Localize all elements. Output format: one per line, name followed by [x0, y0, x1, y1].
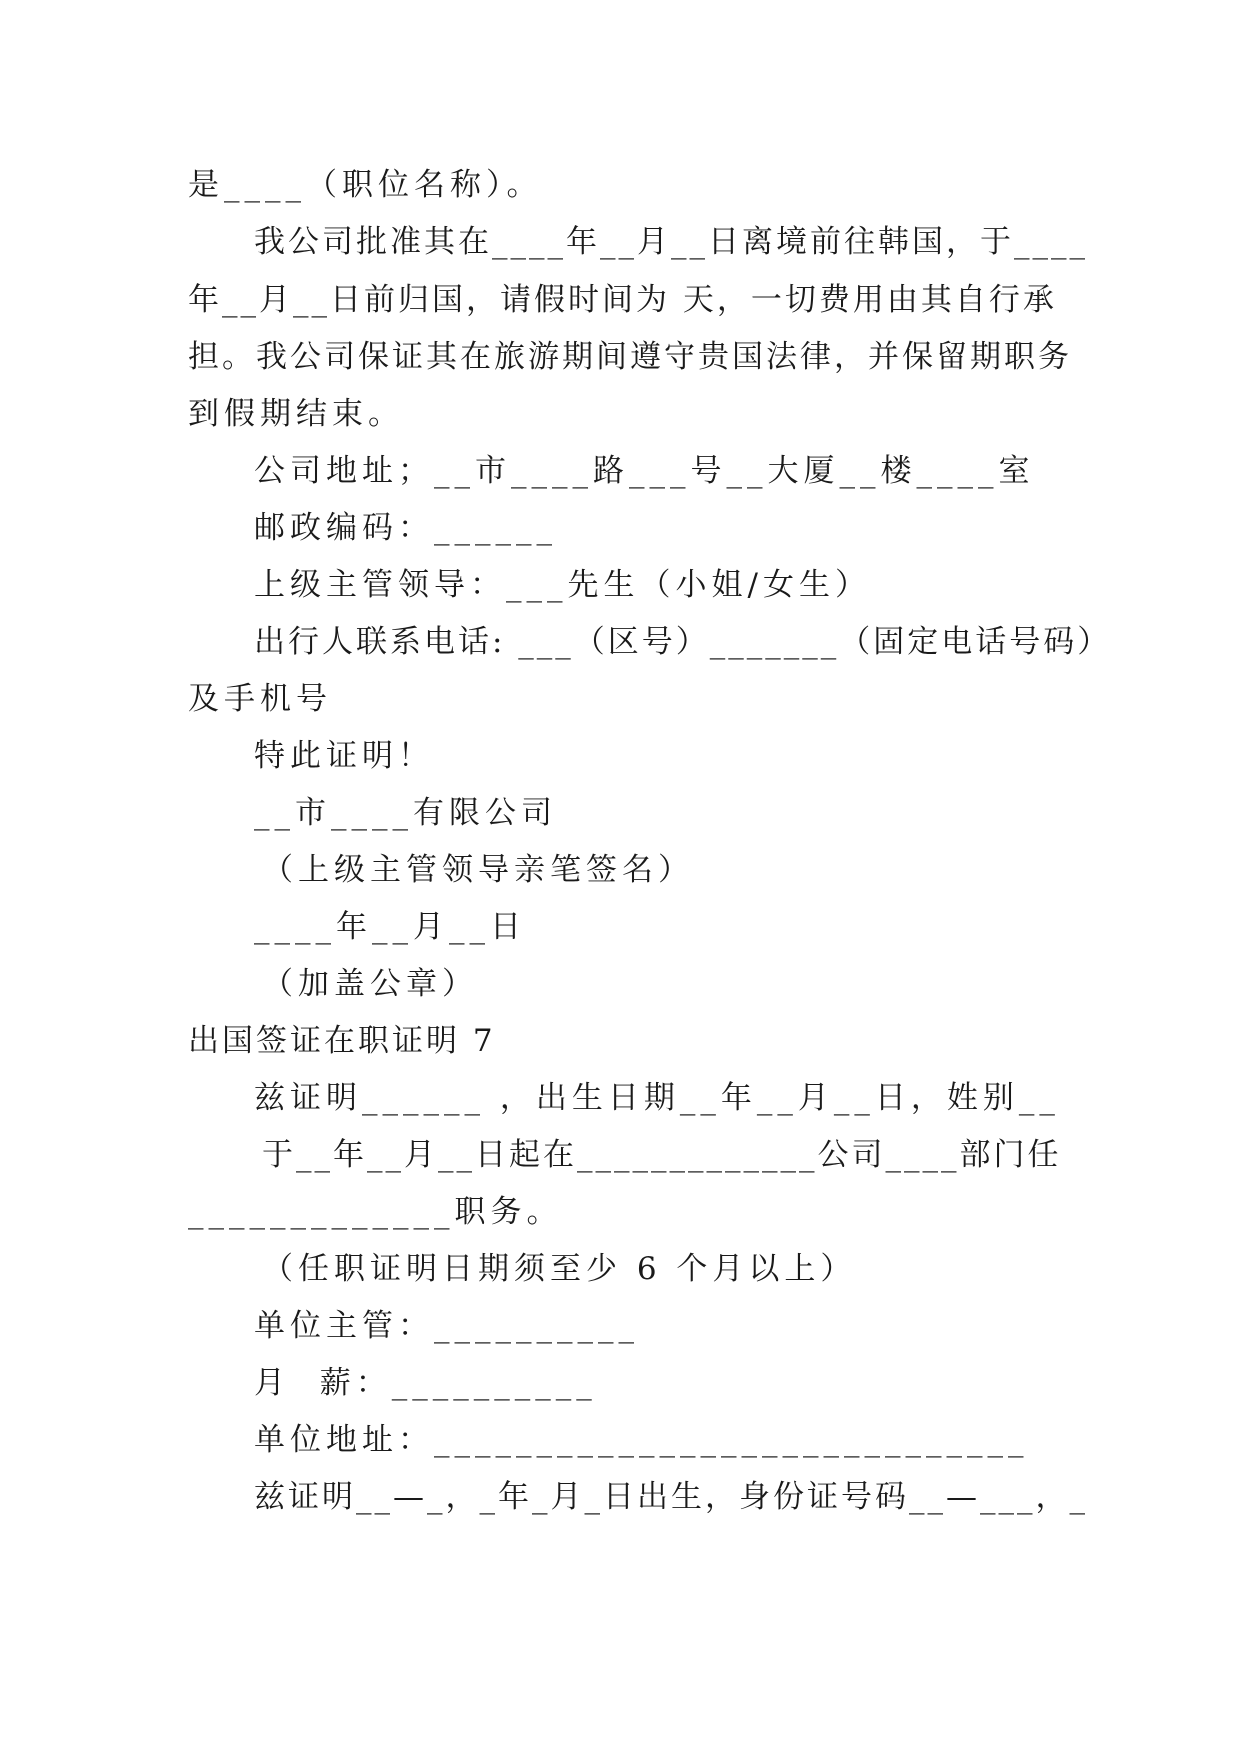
- text-line-contact-phone: 出行人联系电话: ___（区号）_______（固定电话号码）: [254, 624, 1112, 660]
- text-line-job-title: _____________职务。: [188, 1194, 563, 1230]
- text-line-hereby-certify: 特此证明！: [254, 738, 434, 774]
- text-line-id-number: 兹证明__—_，_年_月_日出生，身份证号码__—___，_: [254, 1479, 1088, 1515]
- text-line-company-address: 公司地址；__市____路___号__大厦__楼____室: [254, 453, 1035, 489]
- text-line-end-of-leave: 到假期结束。: [188, 396, 404, 432]
- text-line-unit-address: 单位地址：_____________________________: [254, 1422, 1029, 1458]
- text-line-date: ____年__月__日: [254, 909, 526, 945]
- text-line-employment-start: 于__年__月__日起在_____________公司____部门任: [262, 1137, 1062, 1173]
- text-line-mobile: 及手机号: [188, 681, 332, 717]
- text-line-postal-code: 邮政编码：______: [254, 510, 557, 546]
- text-line-approval: 我公司批准其在____年__月__日离境前往韩国，于____: [254, 224, 1088, 260]
- text-line-signature: （上级主管领导亲笔签名）: [262, 852, 694, 888]
- text-line-position: 是____（职位名称）。: [188, 167, 543, 203]
- text-line-unit-supervisor: 单位主管：__________: [254, 1308, 639, 1344]
- text-line-return-date: 年__月__日前归国，请假时间为 天，一切费用由其自行承: [188, 282, 1057, 318]
- text-line-guarantee: 担。我公司保证其在旅游期间遵守贵国法律，并保留期职务: [188, 339, 1072, 375]
- text-line-monthly-salary: 月 薪：__________: [254, 1365, 597, 1401]
- text-line-supervisor: 上级主管领导：___先生（小姐/女生）: [254, 567, 871, 603]
- text-line-company-name: __市____有限公司: [254, 795, 557, 831]
- section-heading: 出国签证在职证明 7: [188, 1023, 496, 1059]
- text-line-certify-birth: 兹证明______ ，出生日期__年__月__日，姓别__: [254, 1080, 1060, 1116]
- text-line-seal: （加盖公章）: [262, 966, 478, 1002]
- text-line-note-six-months: （任职证明日期须至少 6 个月以上）: [262, 1251, 857, 1287]
